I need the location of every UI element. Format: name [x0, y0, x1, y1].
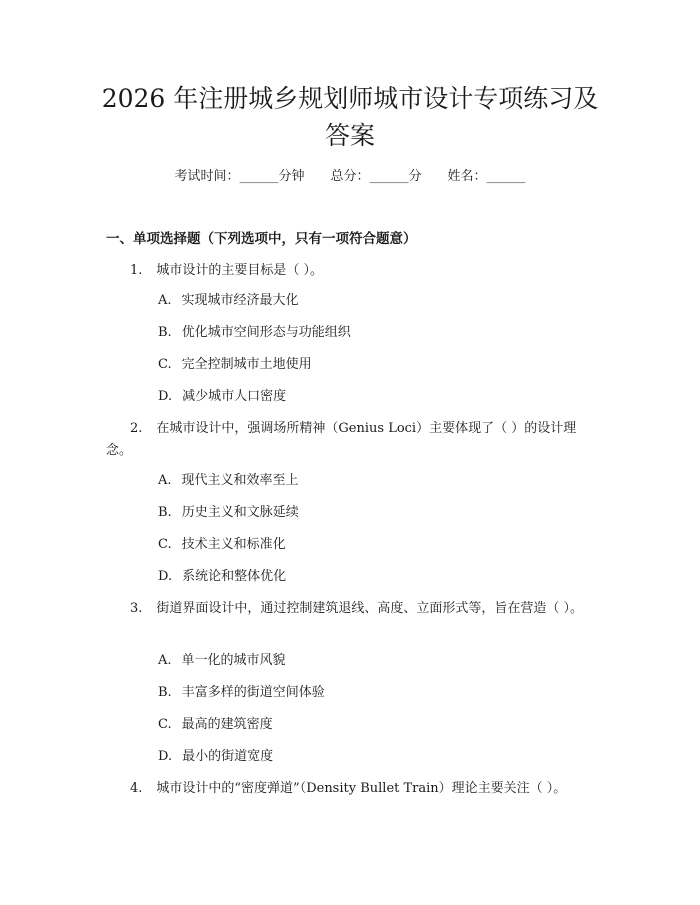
question-2-option-c — [158, 535, 286, 555]
option-key: C. — [158, 537, 172, 552]
question-3-option-c — [158, 715, 273, 735]
option-text: 最小的街道宽度 — [182, 749, 274, 764]
question-number: 3. — [130, 601, 143, 616]
question-3-option-d — [158, 747, 273, 767]
option-key: D. — [158, 749, 173, 764]
question-text: 在城市设计中，强调场所精神（Genius Loci）主要体现了（ ）的设计理念。 — [106, 421, 577, 458]
option-key: D. — [158, 389, 173, 404]
option-text: 历史主义和文脉延续 — [181, 505, 299, 520]
question-2-option-a — [158, 471, 299, 491]
exam-time: 考试时间：______分钟 — [174, 169, 305, 184]
option-text: 现代主义和效率至上 — [181, 473, 299, 488]
option-text: 技术主义和标准化 — [181, 537, 286, 552]
option-text: 优化城市空间形态与功能组织 — [181, 325, 351, 340]
option-key: A. — [158, 653, 172, 668]
option-key: C. — [158, 717, 172, 732]
option-text: 实现城市经济最大化 — [181, 293, 299, 308]
option-text: 单一化的城市风貌 — [181, 653, 286, 668]
question-4 — [106, 778, 600, 800]
question-1 — [106, 260, 600, 282]
option-text: 减少城市人口密度 — [182, 389, 287, 404]
option-text: 丰富多样的街道空间体验 — [181, 685, 325, 700]
exam-meta — [0, 167, 700, 187]
question-number: 2. — [130, 421, 143, 436]
option-text: 系统论和整体优化 — [182, 569, 287, 584]
question-number: 4. — [130, 781, 143, 796]
exam-score: 总分：______分 — [330, 169, 422, 184]
question-1-option-a — [158, 291, 299, 311]
option-key: A. — [158, 293, 172, 308]
question-text: 城市设计中的“密度弹道”（Density Bullet Train）理论主要关注（ ）。 — [156, 781, 567, 796]
option-key: D. — [158, 569, 173, 584]
question-3 — [106, 598, 600, 620]
question-number: 1. — [130, 263, 143, 278]
question-text: 城市设计的主要目标是（ ）。 — [156, 263, 324, 278]
title-line-2: 答案 — [324, 121, 375, 150]
question-text: 街道界面设计中，通过控制建筑退线、高度、立面形式等，旨在营造（ ）。 — [156, 601, 584, 616]
question-2-option-b — [158, 503, 299, 523]
question-1-option-c — [158, 355, 312, 375]
option-text: 最高的建筑密度 — [181, 717, 273, 732]
option-key: A. — [158, 473, 172, 488]
option-key: B. — [158, 505, 172, 520]
option-text: 完全控制城市土地使用 — [181, 357, 312, 372]
question-1-option-d — [158, 387, 286, 407]
document-title — [60, 80, 640, 154]
section-heading: 一、单项选择题（下列选项中，只有一项符合题意） — [106, 231, 417, 247]
option-key: B. — [158, 325, 172, 340]
question-2 — [106, 418, 600, 462]
question-1-option-b — [158, 323, 351, 343]
option-key: B. — [158, 685, 172, 700]
question-2-option-d — [158, 567, 286, 587]
option-key: C. — [158, 357, 172, 372]
title-line-1: 2026 年注册城乡规划师城市设计专项练习及 — [101, 84, 599, 113]
exam-name: 姓名：______ — [447, 169, 526, 184]
question-3-option-a — [158, 651, 286, 671]
question-3-option-b — [158, 683, 325, 703]
